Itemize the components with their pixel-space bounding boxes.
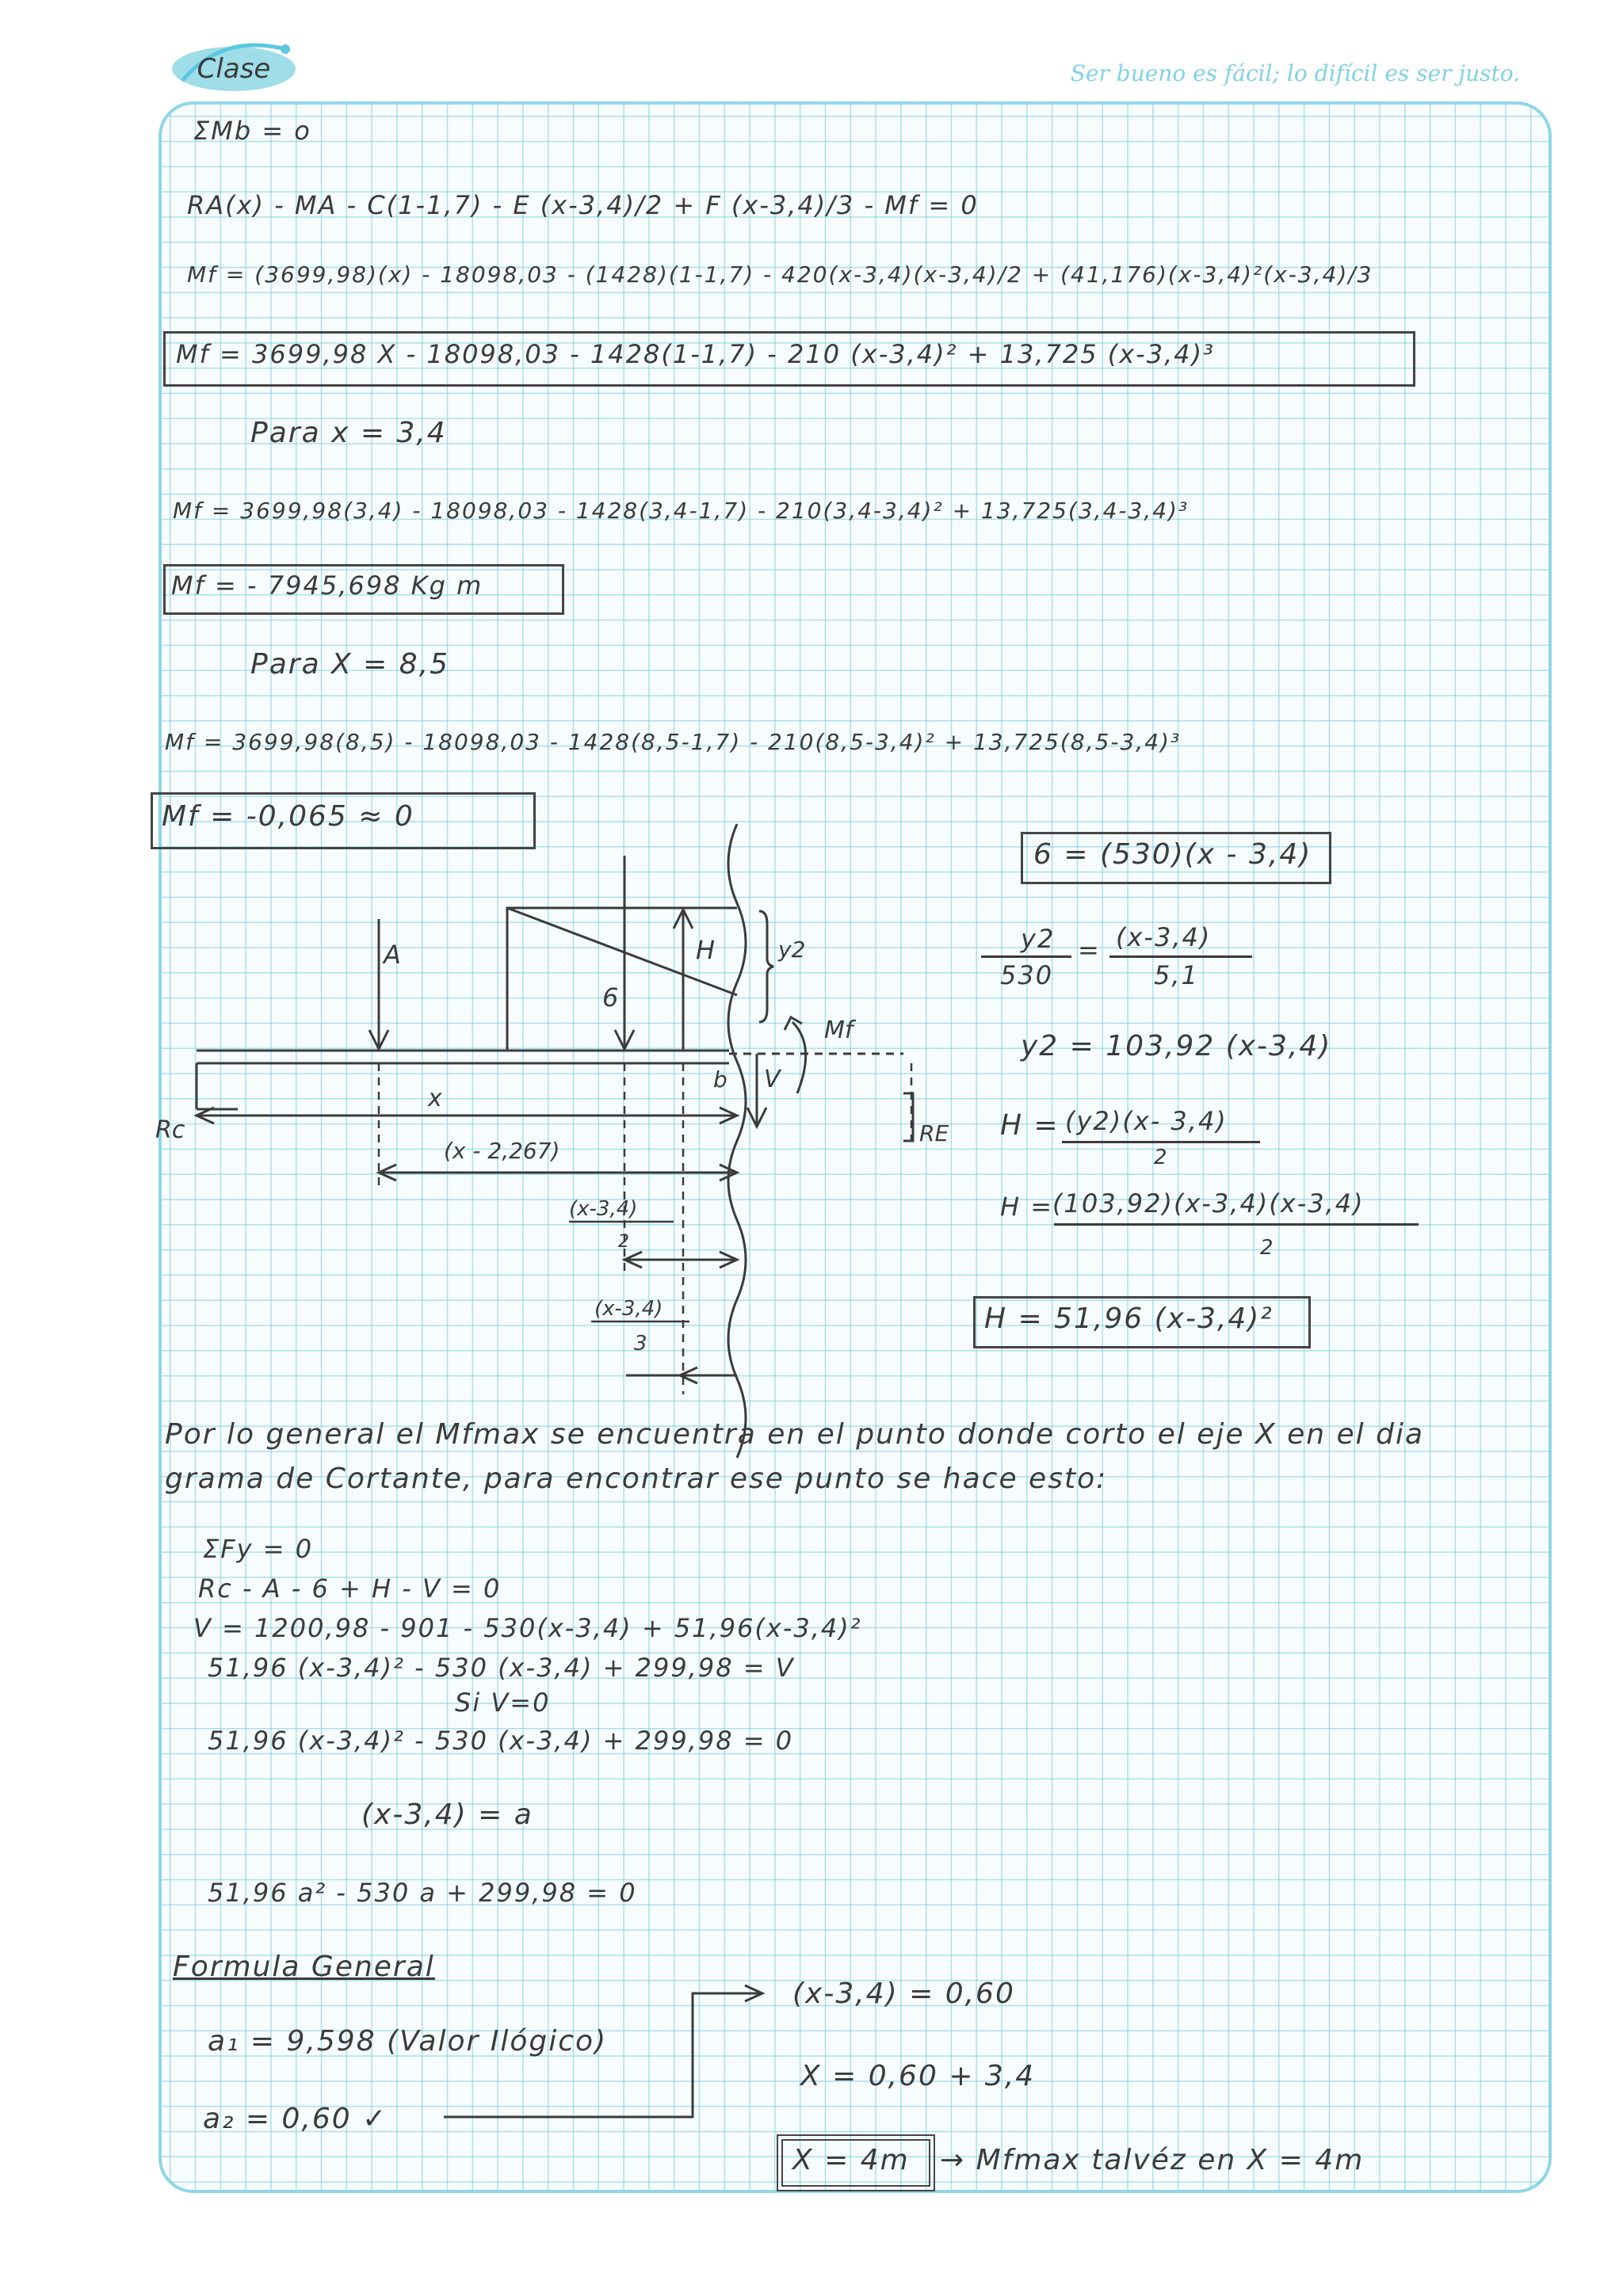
dim-x-2267: (x - 2,267): [444, 1138, 560, 1164]
label-mf: Mf: [824, 1016, 854, 1044]
result-r2: X = 0,60 + 3,4: [800, 2060, 1036, 2092]
motto: Ser bueno es fácil; lo difícil es ser justo.: [1070, 60, 1520, 86]
dim-third-den: 3: [634, 1332, 647, 1356]
ratio-den: 5,1: [1154, 960, 1199, 990]
h-box: H = 51,96 (x-3,4)²: [984, 1302, 1274, 1335]
h-eq1-num: (y2)(x- 3,4): [1065, 1106, 1228, 1136]
g-box: 6 = (530)(x - 3,4): [1033, 838, 1312, 871]
dim-half-den: 2: [618, 1232, 629, 1252]
label-rc: Rc: [155, 1116, 185, 1144]
h-eq1-den: 2: [1154, 1146, 1169, 1169]
para-line2: grama de Cortante, para encontrar ese punto se hace esto:: [165, 1463, 1108, 1495]
dim-x: x: [428, 1085, 442, 1112]
label-v: V: [764, 1066, 781, 1093]
root-a2: a₂ = 0,60 ✓: [203, 2103, 388, 2135]
result-r3-tail: → Mfmax talvéz en X = 4m: [940, 2144, 1365, 2176]
result-r3: X = 4m: [792, 2144, 910, 2176]
boxed-mf: Mf = 3699,98 X - 18098,03 - 1428(1-1,7) - 210 (x-3,4)² + 13,725 (x-3,4)³: [176, 339, 1215, 369]
label-b: b: [713, 1066, 727, 1093]
ratio-530: 530: [1000, 960, 1054, 990]
equation-line1: RA(x) - MA - C(1-1,7) - E (x-3,4)/2 + F (x-3,4)/3 - Mf = 0: [187, 190, 979, 220]
sum-mb: ΣMb = o: [193, 116, 311, 146]
para-line1: Por lo general el Mfmax se encuentra en el punto donde corto el eje X en el dia: [165, 1418, 1424, 1451]
ratio-y2: y2: [1021, 924, 1056, 954]
si-v: Si V=0: [455, 1688, 551, 1718]
equation-line4: Mf = 3699,98(8,5) - 18098,03 - 1428(8,5-1,7) - 210(8,5-3,4)² + 13,725(8,5-3,4)³: [165, 729, 1182, 755]
formula-general: Formula General: [173, 1951, 435, 1983]
sum-fy: ΣFy = 0: [203, 1534, 314, 1564]
label-re: RE: [919, 1120, 949, 1146]
root-a1: a₁ = 9,598 (Valor Ilógico): [208, 2025, 608, 2058]
solve-eq1: Rc - A - 6 + H - V = 0: [198, 1573, 502, 1604]
h-eq2-den: 2: [1260, 1236, 1275, 1260]
equation-line2: Mf = (3699,98)(x) - 18098,03 - (1428)(1-1,7) - 420(x-3,4)(x-3,4)/2 + (41,176)(x-3,4)²(x-3,4)/3: [187, 261, 1373, 288]
label-a: A: [384, 940, 401, 970]
substitution: (x-3,4) = a: [361, 1798, 533, 1831]
ratio-num: (x-3,4): [1116, 922, 1212, 952]
h-eq2-lhs: H =: [1000, 1192, 1054, 1222]
result-mf-2: Mf = -0,065 ≈ 0: [162, 800, 414, 833]
solve-eq2: V = 1200,98 - 901 - 530(x-3,4) + 51,96(x-3,4)²: [193, 1613, 862, 1643]
equation-line3: Mf = 3699,98(3,4) - 18098,03 - 1428(3,4-1,7) - 210(3,4-3,4)² + 13,725(3,4-3,4)³: [173, 498, 1190, 524]
h-eq1-lhs: H =: [1000, 1109, 1060, 1142]
label-y2: y2: [778, 936, 806, 963]
label-g: 6: [602, 982, 619, 1013]
label-h: H: [696, 935, 716, 965]
solve-eq3: 51,96 (x-3,4)² - 530 (x-3,4) + 299,98 = V: [208, 1653, 795, 1683]
h-eq2-num: (103,92)(x-3,4)(x-3,4): [1052, 1188, 1365, 1219]
solve-eq5: 51,96 a² - 530 a + 299,98 = 0: [208, 1878, 637, 1908]
solve-eq4: 51,96 (x-3,4)² - 530 (x-3,4) + 299,98 = 0: [208, 1726, 794, 1756]
dim-half-num: (x-3,4): [569, 1197, 638, 1221]
logo-text: Clase: [197, 53, 271, 85]
result-r1: (x-3,4) = 0,60: [792, 1978, 1015, 2010]
para-x-85: Para X = 8,5: [250, 648, 450, 681]
para-x-34: Para x = 3,4: [250, 417, 447, 449]
result-mf-1: Mf = - 7945,698 Kg m: [171, 570, 483, 601]
y2-equation: y2 = 103,92 (x-3,4): [1021, 1030, 1332, 1062]
dim-third-num: (x-3,4): [594, 1297, 663, 1321]
